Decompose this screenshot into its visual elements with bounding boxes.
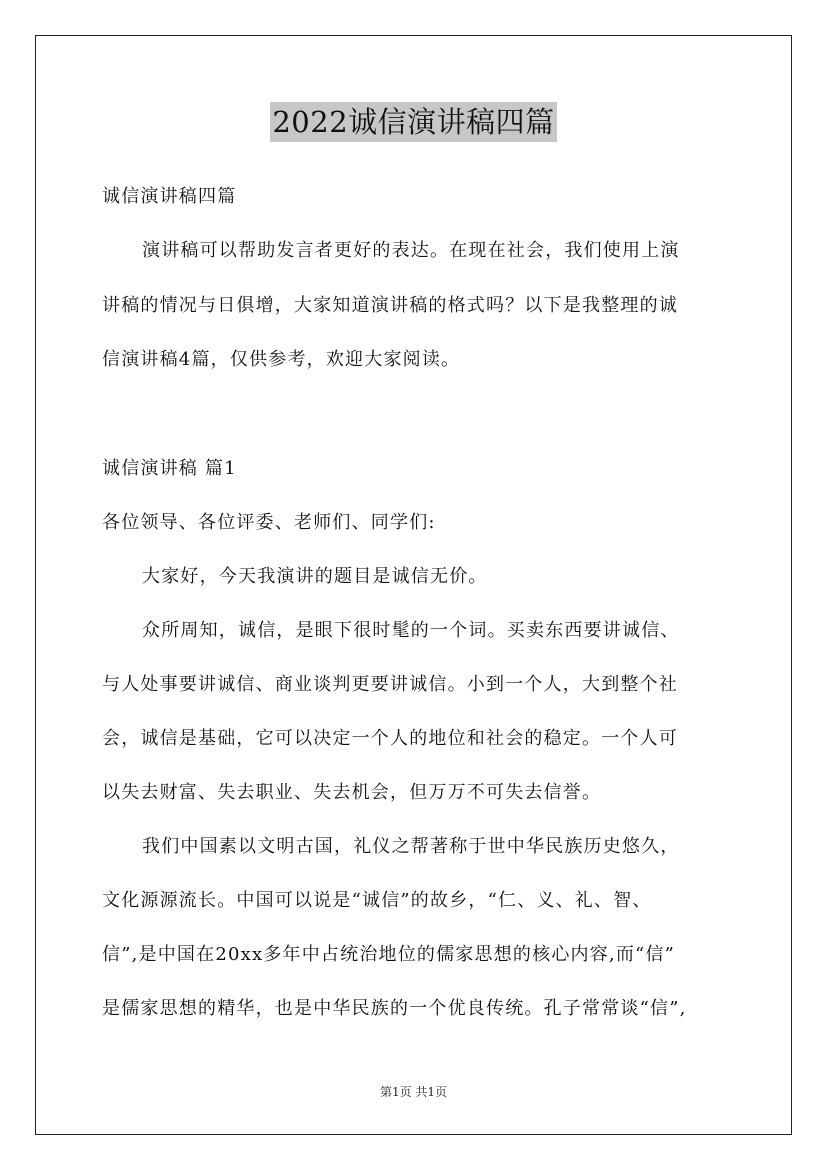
paragraph-line: 我们中国素以文明古国，礼仪之帮著称于世中华民族历史悠久， — [142, 836, 680, 857]
salutation-line: 各位领导、各位评委、老师们、同学们: — [102, 512, 436, 533]
paragraph-line: 与人处事要讲诚信、商业谈判更要讲诚信。小到一个人，大到整个社 — [102, 674, 678, 695]
paragraph-line: 会，诚信是基础，它可以决定一个人的地位和社会的稳定。一个人可 — [102, 728, 678, 749]
paragraph-line: 大家好，今天我演讲的题目是诚信无价。 — [142, 566, 488, 587]
paragraph-line: 以失去财富、失去职业、失去机会，但万万不可失去信誉。 — [102, 782, 602, 803]
paragraph-line: 讲稿的情况与日俱增，大家知道演讲稿的格式吗？以下是我整理的诚 — [102, 295, 678, 316]
paragraph-line: 文化源源流长。中国可以说是“诚信”的故乡，“仁、义、礼、智、 — [102, 890, 652, 911]
paragraph-line: 演讲稿可以帮助发言者更好的表达。在现在社会，我们使用上演 — [142, 240, 680, 261]
section-heading: 诚信演讲稿 篇1 — [102, 458, 237, 479]
document-title: 2022诚信演讲稿四篇 — [270, 102, 556, 142]
paragraph-line: 众所周知，诚信，是眼下很时髦的一个词。买卖东西要讲诚信、 — [142, 620, 680, 641]
page-footer: 第1页 共1页 — [379, 1085, 448, 1099]
paragraph-line: 是儒家思想的精华，也是中华民族的一个优良传统。孔子常常谈“信”, — [102, 998, 687, 1019]
section-heading: 诚信演讲稿四篇 — [102, 186, 237, 207]
paragraph-line: 信演讲稿4篇，仅供参考，欢迎大家阅读。 — [102, 349, 461, 370]
title-wrap — [0, 102, 827, 142]
paragraph-line: 信”,是中国在20xx多年中占统治地位的儒家思想的核心内容,而“信” — [102, 944, 676, 965]
